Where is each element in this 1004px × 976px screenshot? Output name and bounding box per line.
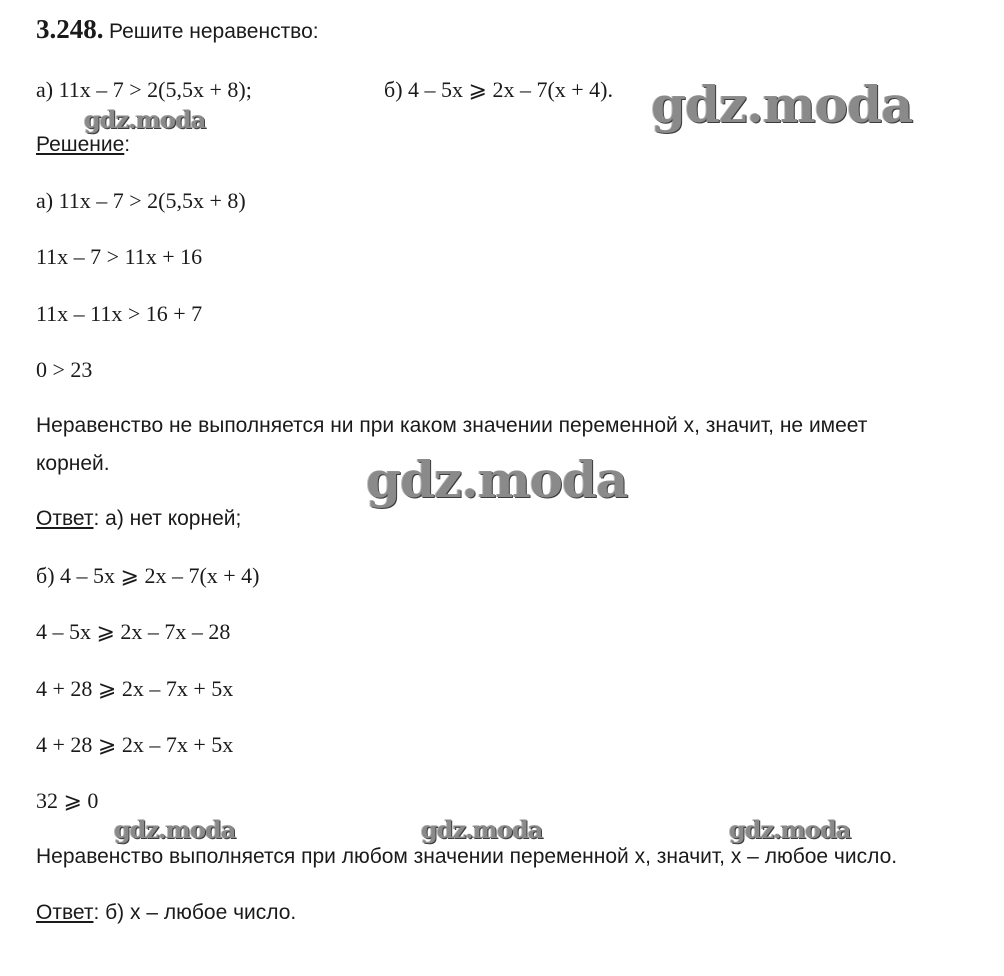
step-b-5: 32 ⩾ 0 [36, 788, 99, 813]
watermark-logo: gdz.moda [729, 815, 851, 844]
solution-label: Решение [36, 133, 125, 156]
watermark-logo: gdz.moda [366, 450, 628, 509]
step-b-1: б) 4 – 5x ⩾ 2x – 7(x + 4) [36, 563, 260, 588]
step-b-2: 4 – 5x ⩾ 2x – 7x – 28 [36, 619, 231, 644]
step-b-4: 4 + 28 ⩾ 2x – 7x + 5x [36, 732, 234, 757]
problem-header [36, 16, 319, 43]
solution-heading [36, 134, 130, 155]
problem-number: 3.248. [36, 14, 104, 44]
conclusion-a-line2: корней. [36, 452, 110, 475]
solution-label-suffix: : [124, 133, 131, 156]
step-a-2: 11x – 7 > 11x + 16 [36, 244, 203, 269]
problem-instruction: Решите неравенство: [109, 20, 319, 43]
watermark-logo: gdz.moda [114, 815, 236, 844]
answer-b-label: Ответ [36, 901, 94, 924]
step-a-3: 11x – 11x > 16 + 7 [36, 301, 203, 326]
answer-a-text: : а) нет корней; [93, 507, 242, 530]
conclusion-a-line1: Неравенство не выполняется ни при каком значении переменной x, значит, не имеет [36, 414, 868, 437]
answer-b-text: : б) x – любое число. [93, 901, 297, 924]
answer-b [36, 902, 296, 923]
problem-part-b: б) 4 – 5x ⩾ 2x – 7(x + 4). [384, 77, 614, 102]
problem-part-a: а) 11x – 7 > 2(5,5x + 8); [36, 77, 252, 102]
answer-a-label: Ответ [36, 507, 94, 530]
step-b-3: 4 + 28 ⩾ 2x – 7x + 5x [36, 676, 234, 701]
conclusion-b: Неравенство выполняется при любом значении переменной x, значит, x – любое число. [36, 845, 898, 868]
watermark-logo: gdz.moda [421, 815, 543, 844]
watermark-logo: gdz.moda [651, 75, 913, 134]
watermark-logo: gdz.moda [84, 105, 206, 134]
step-a-4: 0 > 23 [36, 357, 93, 382]
answer-a [36, 508, 241, 529]
step-a-1: а) 11x – 7 > 2(5,5x + 8) [36, 188, 246, 213]
